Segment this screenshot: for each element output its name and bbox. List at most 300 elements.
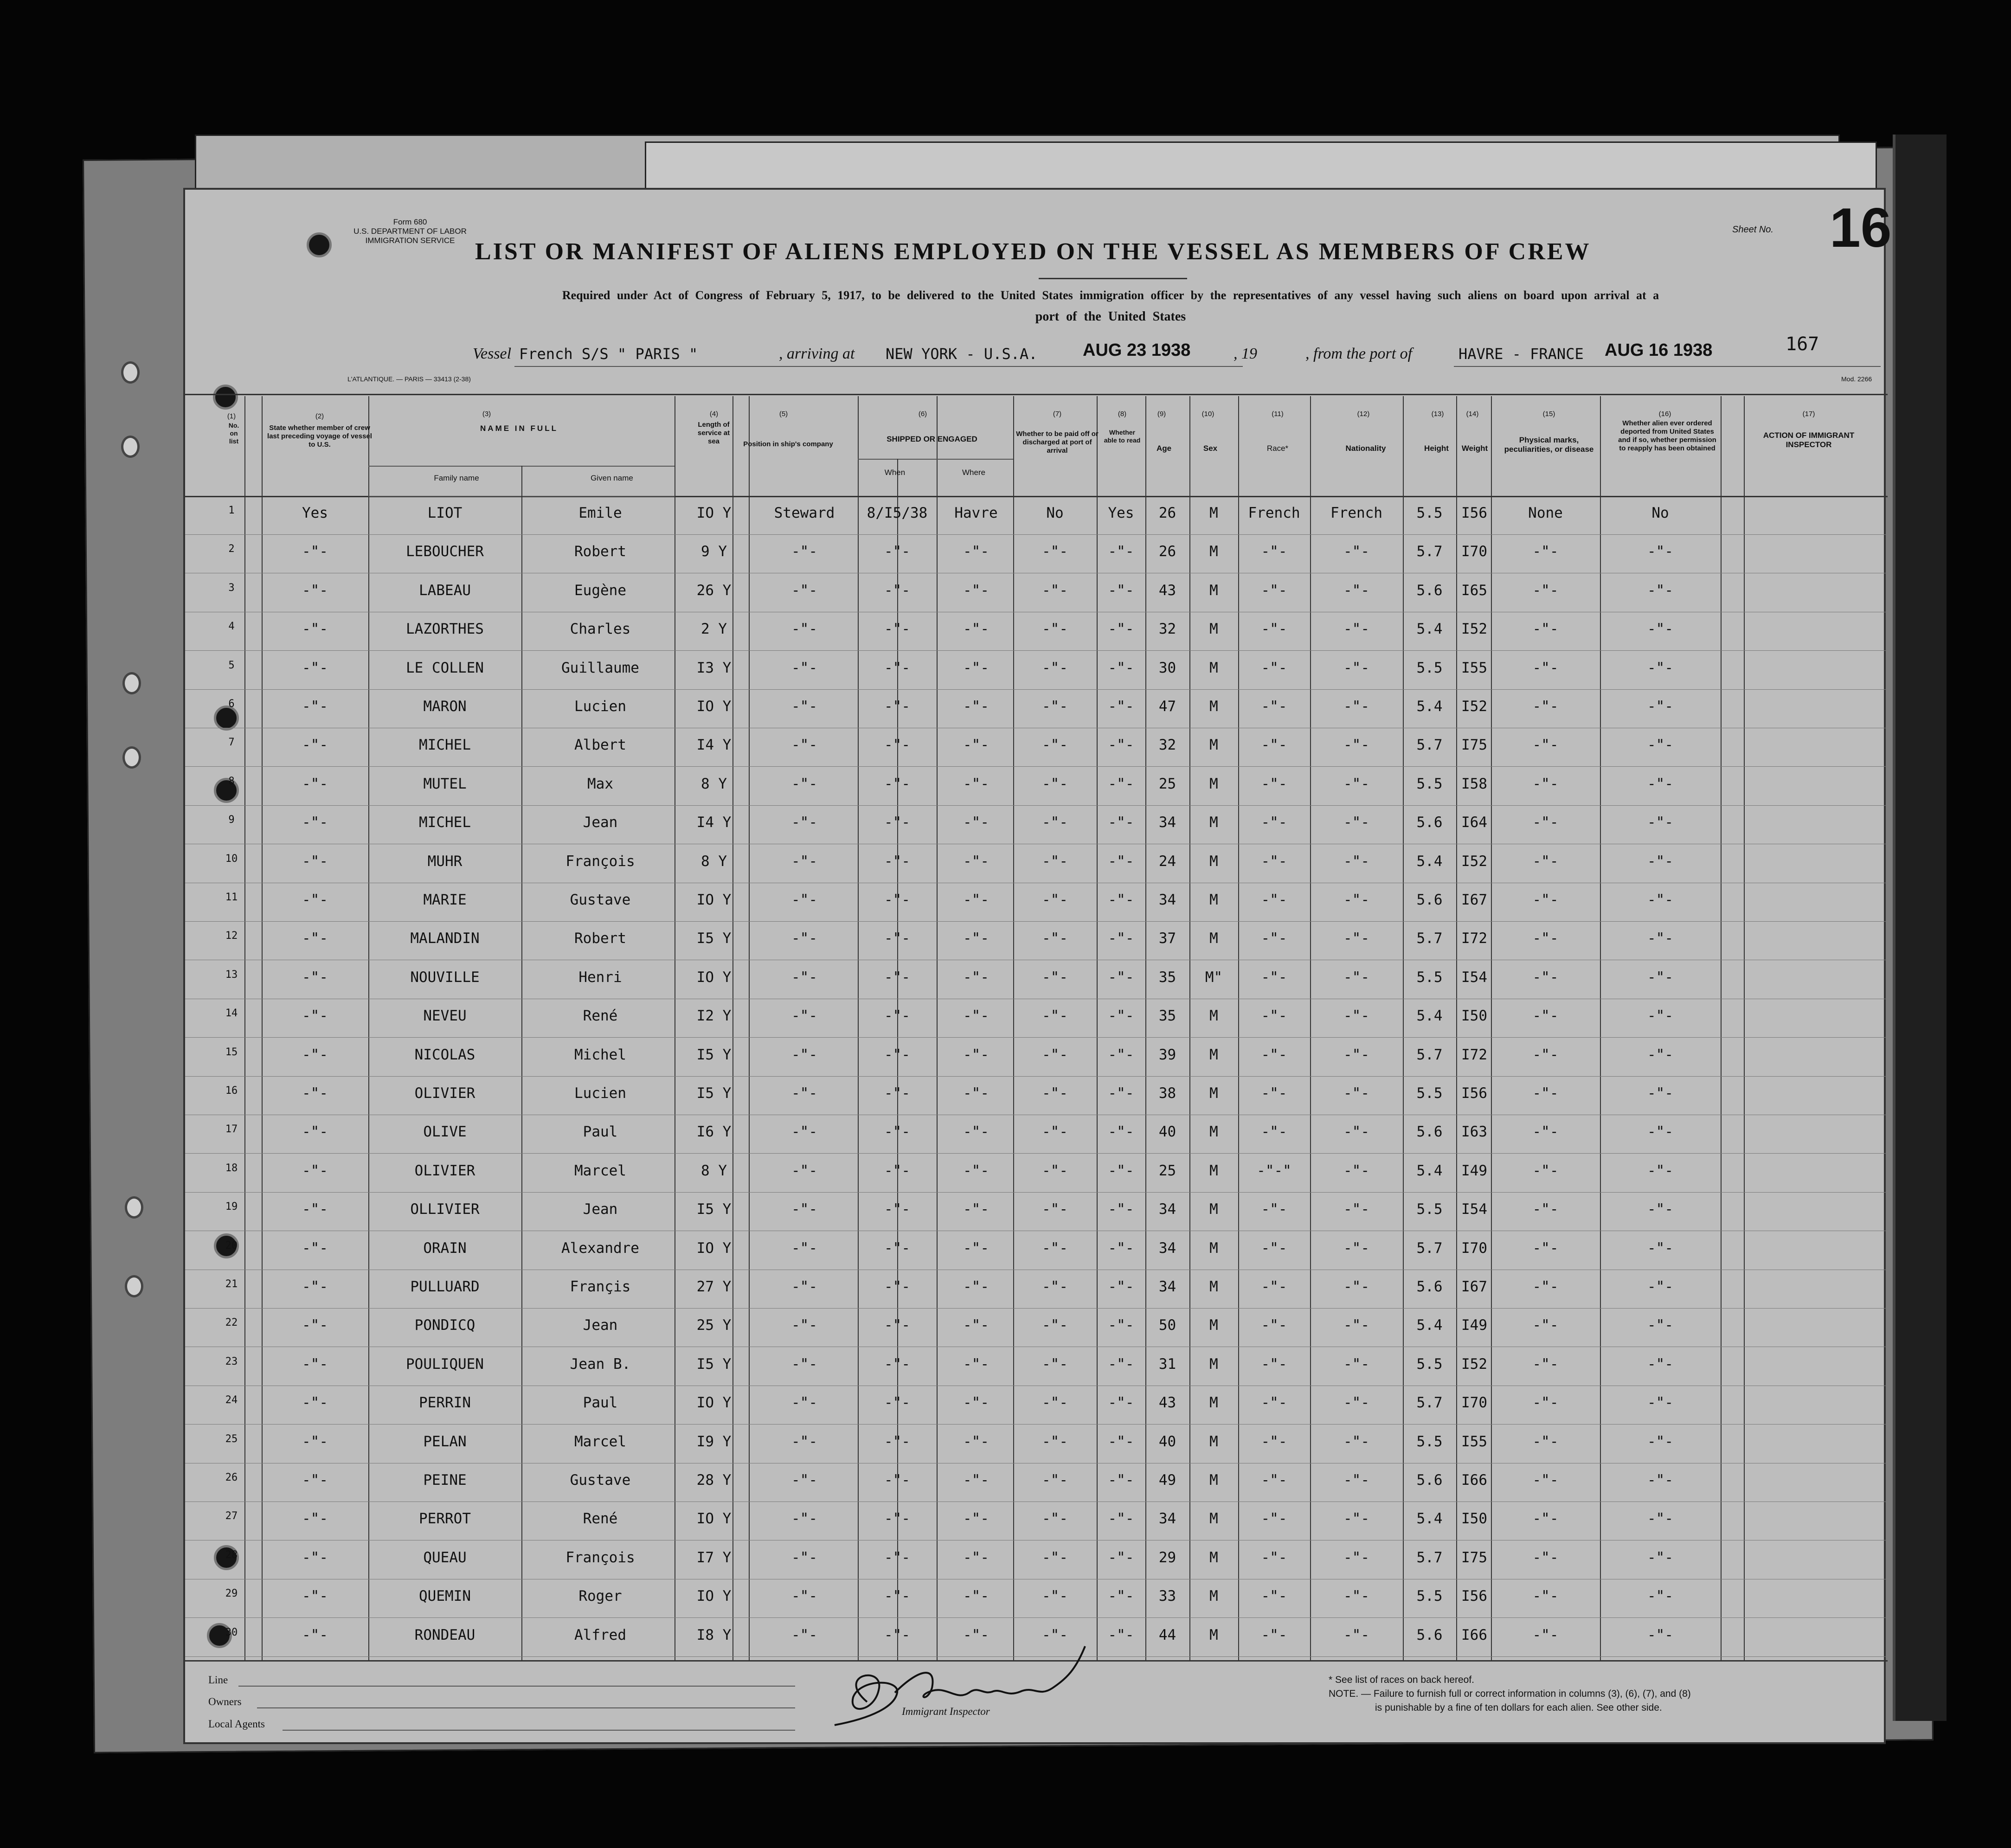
cell-where: -"- (963, 737, 989, 754)
cell-prev: -"- (302, 853, 328, 870)
cell-when: -"- (884, 1046, 910, 1063)
cell-read: -"- (1108, 814, 1134, 831)
cell-service: I6 Y (696, 1123, 732, 1141)
col-8-number: (8) (1118, 410, 1127, 418)
cell-given: Lucien (574, 698, 626, 715)
cell-position: -"- (791, 1162, 817, 1179)
cell-when: -"- (884, 1278, 910, 1295)
cell-race: -"- (1261, 1433, 1287, 1450)
cell-weight: I52 (1461, 698, 1487, 715)
col-header-no-on-list: No. on list (228, 422, 239, 445)
cell-race: -"- (1261, 969, 1287, 986)
cell-service: I8 Y (696, 1626, 732, 1643)
manifest-sheet (183, 188, 1892, 1744)
cell-sex: M (1209, 1549, 1218, 1566)
binder-edge (1893, 135, 1947, 1721)
col-header-age: Age (1156, 444, 1172, 453)
cell-age: 34 (1158, 1510, 1176, 1527)
cell-deported: -"- (1647, 1394, 1673, 1412)
cell-family: MARIE (423, 892, 467, 908)
cell-sex: M (1209, 1394, 1218, 1412)
cell-nat: -"- (1343, 1510, 1369, 1527)
cell-height: 5.7 (1416, 930, 1443, 947)
cell-family: PONDICQ (414, 1317, 475, 1334)
cell-service: 8 Y (701, 775, 727, 792)
cell-prev: -"- (302, 1588, 328, 1605)
cell-when: -"- (884, 1085, 910, 1102)
cell-height: 5.5 (1416, 1355, 1443, 1373)
table-top-rule (185, 394, 1888, 395)
cell-given: Henri (578, 969, 622, 986)
cell-read: -"- (1108, 1394, 1134, 1412)
cell-sex: M (1209, 1588, 1218, 1605)
cell-service: IO Y (696, 505, 732, 521)
cell-nat: -"- (1343, 775, 1369, 792)
cell-given: Alexandre (561, 1239, 639, 1257)
cell-family: MUTEL (423, 775, 467, 792)
cell-read: -"- (1108, 1278, 1134, 1295)
cell-height: 5.5 (1416, 969, 1443, 986)
cell-given: Paul (583, 1394, 618, 1412)
cell-family: PEINE (423, 1472, 467, 1489)
vessel-label: Vessel (473, 345, 512, 362)
cell-age: 35 (1158, 1007, 1176, 1025)
cell-family: PULLUARD (410, 1278, 480, 1295)
cell-where: -"- (963, 969, 989, 986)
cell-position: -"- (791, 1046, 817, 1063)
cell-height: 5.4 (1416, 1007, 1443, 1025)
cell-weight: I67 (1461, 892, 1487, 908)
cell-prev: -"- (302, 1085, 328, 1102)
cell-paid: -"- (1042, 698, 1068, 715)
cell-age: 25 (1158, 775, 1176, 792)
cell-position: -"- (791, 1394, 817, 1412)
cell-when: -"- (884, 1588, 910, 1605)
cell-age: 43 (1158, 1394, 1176, 1412)
year-label: , 19 (1234, 345, 1257, 362)
table-row (185, 847, 1888, 883)
cell-height: 5.4 (1416, 1510, 1443, 1527)
cell-marks: -"- (1532, 1123, 1559, 1141)
col-header-service: Length of service at sea (697, 421, 730, 445)
cell-height: 5.6 (1416, 814, 1443, 831)
cell-when: -"- (884, 1472, 910, 1489)
cell-family: OLIVIER (414, 1162, 475, 1179)
cell-age: 39 (1158, 1046, 1176, 1063)
cell-marks: -"- (1532, 1472, 1559, 1489)
cell-given: Marcel (574, 1162, 626, 1179)
cell-nat: -"- (1343, 737, 1369, 754)
cell-read: -"- (1108, 621, 1134, 638)
cell-sex: M (1209, 543, 1218, 560)
cell-race: -"- (1261, 582, 1287, 599)
mod-number: Mod. 2266 (1841, 375, 1872, 383)
cell-read: -"- (1108, 582, 1134, 599)
cell-marks: -"- (1532, 698, 1559, 715)
cell-family: QUEMIN (419, 1588, 471, 1605)
cell-marks: None (1528, 505, 1563, 521)
cell-given: Paul (583, 1123, 618, 1141)
cell-position: -"- (791, 698, 817, 715)
cell-sex: M (1209, 1239, 1218, 1257)
cell-position: -"- (791, 814, 817, 831)
cell-age: 40 (1158, 1123, 1176, 1141)
cell-deported: -"- (1647, 1317, 1673, 1334)
cell-prev: -"- (302, 1510, 328, 1527)
cell-no: 7 (228, 737, 235, 749)
cell-race: -"- (1261, 853, 1287, 870)
cell-family: NICOLAS (414, 1046, 475, 1063)
cell-nat: -"- (1343, 814, 1369, 831)
cell-paid: -"- (1042, 969, 1068, 986)
row-rule (185, 650, 1888, 651)
cell-where: Havre (954, 505, 998, 521)
cell-marks: -"- (1532, 1549, 1559, 1566)
cell-family: LIOT (427, 505, 463, 521)
cell-when: -"- (884, 930, 910, 947)
cell-family: MARON (423, 698, 467, 715)
cell-age: 47 (1158, 698, 1176, 715)
cell-age: 34 (1158, 1278, 1176, 1295)
cell-prev: -"- (302, 775, 328, 792)
col-13-number: (13) (1431, 410, 1444, 418)
cell-family: PELAN (423, 1433, 467, 1450)
cell-no: 15 (225, 1046, 238, 1058)
subtitle (343, 285, 1878, 327)
cell-position: -"- (791, 659, 817, 676)
cell-where: -"- (963, 1239, 989, 1257)
ring-hole (122, 672, 141, 694)
cell-prev: -"- (302, 543, 328, 560)
cell-when: -"- (884, 1162, 910, 1179)
cell-given: Emile (578, 505, 622, 521)
fill-rule (238, 1686, 795, 1687)
cell-deported: -"- (1647, 1162, 1673, 1179)
cell-where: -"- (963, 1433, 989, 1450)
cell-race: -"- (1261, 775, 1287, 792)
cell-race: -"- (1261, 814, 1287, 831)
cell-paid: -"- (1042, 1278, 1068, 1295)
cell-deported: -"- (1647, 1588, 1673, 1605)
cell-deported: -"- (1647, 1239, 1673, 1257)
ring-hole (122, 746, 141, 769)
cell-where: -"- (963, 1046, 989, 1063)
cell-deported: -"- (1647, 737, 1673, 754)
cell-nat: -"- (1343, 582, 1369, 599)
cell-read: -"- (1108, 1433, 1134, 1450)
cell-nat: -"- (1343, 1472, 1369, 1489)
cell-family: LABEAU (419, 582, 471, 599)
cell-race: -"- (1261, 1278, 1287, 1295)
cell-weight: I52 (1461, 621, 1487, 638)
cell-prev: Yes (302, 505, 328, 521)
cell-nat: -"- (1343, 1394, 1369, 1412)
cell-when: -"- (884, 582, 910, 599)
col-6-number: (6) (918, 410, 927, 418)
cell-marks: -"- (1532, 659, 1559, 676)
cell-nat: -"- (1343, 1588, 1369, 1605)
cell-no: 13 (225, 969, 238, 981)
cell-race: -"- (1261, 1549, 1287, 1566)
cell-position: -"- (791, 621, 817, 638)
cell-weight: I75 (1461, 1549, 1487, 1566)
cell-paid: -"- (1042, 930, 1068, 947)
cell-when: -"- (884, 1355, 910, 1373)
table-row (185, 1233, 1888, 1270)
cell-where: -"- (963, 1123, 989, 1141)
row-rule (185, 1037, 1888, 1038)
col-header-name: NAME IN FULL (480, 424, 558, 433)
cell-prev: -"- (302, 1472, 328, 1489)
cell-given: Alfred (574, 1626, 626, 1643)
cell-when: -"- (884, 659, 910, 676)
cell-weight: I63 (1461, 1123, 1487, 1141)
table-row (185, 614, 1888, 651)
cell-nat: -"- (1343, 1046, 1369, 1063)
cell-prev: -"- (302, 1626, 328, 1643)
cell-paid: -"- (1042, 1355, 1068, 1373)
cell-prev: -"- (302, 1394, 328, 1412)
printer-line: L'ATLANTIQUE. — PARIS — 33413 (2-38) (347, 375, 471, 383)
cell-prev: -"- (302, 698, 328, 715)
cell-no: 12 (225, 930, 238, 942)
cell-given: François (565, 853, 635, 870)
cell-position: -"- (791, 1239, 817, 1257)
col-header-prev-voyage: State whether member of crew last preceding voyage of vessel to U.S. (267, 424, 372, 449)
cell-marks: -"- (1532, 814, 1559, 831)
cell-where: -"- (963, 1355, 989, 1373)
cell-no: 14 (225, 1007, 238, 1020)
cell-nat: -"- (1343, 1626, 1369, 1643)
cell-where: -"- (963, 582, 989, 599)
cell-marks: -"- (1532, 930, 1559, 947)
cell-position: -"- (791, 1085, 817, 1102)
cell-paid: -"- (1042, 853, 1068, 870)
cell-height: 5.6 (1416, 892, 1443, 908)
cell-service: I5 Y (696, 930, 732, 947)
cell-race: -"- (1261, 1626, 1287, 1643)
cell-when: -"- (884, 698, 910, 715)
cell-height: 5.6 (1416, 1123, 1443, 1141)
cell-marks: -"- (1532, 892, 1559, 908)
from-port: HAVRE - FRANCE (1458, 345, 1584, 363)
col-9-number: (9) (1157, 410, 1166, 418)
cell-read: -"- (1108, 1472, 1134, 1489)
cell-sex: M (1209, 1317, 1218, 1334)
cell-age: 37 (1158, 930, 1176, 947)
cell-where: -"- (963, 1394, 989, 1412)
cell-when: -"- (884, 1317, 910, 1334)
cell-position: -"- (791, 1201, 817, 1218)
cell-where: -"- (963, 698, 989, 715)
cell-read: -"- (1108, 1588, 1134, 1605)
cell-deported: -"- (1647, 969, 1673, 986)
cell-race: -"- (1261, 543, 1287, 560)
cell-where: -"- (963, 543, 989, 560)
cell-read: Yes (1108, 505, 1134, 521)
cell-given: Eugène (574, 582, 626, 599)
cell-paid: -"- (1042, 1472, 1068, 1489)
cell-read: -"- (1108, 737, 1134, 754)
cell-where: -"- (963, 1588, 989, 1605)
cell-when: -"- (884, 969, 910, 986)
cell-read: -"- (1108, 1046, 1134, 1063)
row-rule (185, 1153, 1888, 1154)
cell-where: -"- (963, 1626, 989, 1643)
cell-service: I5 Y (696, 1085, 732, 1102)
fill-rule (257, 1707, 795, 1708)
cell-nat: -"- (1343, 1355, 1369, 1373)
cell-position: -"- (791, 775, 817, 792)
cell-marks: -"- (1532, 1007, 1559, 1025)
cell-no: 16 (225, 1085, 238, 1097)
cell-paid: -"- (1042, 775, 1068, 792)
cell-nat: -"- (1343, 543, 1369, 560)
cell-race: -"- (1261, 1046, 1287, 1063)
cell-nat: -"- (1343, 853, 1369, 870)
cell-sex: M (1209, 1355, 1218, 1373)
cell-prev: -"- (302, 1433, 328, 1450)
cell-no: 26 (225, 1472, 238, 1483)
col-10-number: (10) (1201, 410, 1214, 418)
arrival-date-stamp: AUG 23 1938 (1083, 340, 1191, 360)
cell-service: IO Y (696, 1239, 732, 1257)
cell-weight: I66 (1461, 1472, 1487, 1489)
cell-weight: I67 (1461, 1278, 1487, 1295)
cell-height: 5.7 (1416, 1046, 1443, 1063)
cell-nat: -"- (1343, 930, 1369, 947)
cell-no: 11 (225, 892, 238, 903)
cell-no: 6 (228, 698, 235, 710)
cell-paid: -"- (1042, 1085, 1068, 1102)
cell-nat: -"- (1343, 1239, 1369, 1257)
cell-age: 40 (1158, 1433, 1176, 1450)
cell-marks: -"- (1532, 543, 1559, 560)
cell-marks: -"- (1532, 1201, 1559, 1218)
cell-prev: -"- (302, 892, 328, 908)
cell-given: Jean (583, 1201, 618, 1218)
cell-given: Gustave (570, 1472, 631, 1489)
col-header-read: Whether able to read (1104, 429, 1141, 444)
cell-read: -"- (1108, 853, 1134, 870)
cell-prev: -"- (302, 1007, 328, 1025)
cell-position: -"- (791, 853, 817, 870)
cell-given: Jean (583, 1317, 618, 1334)
cell-when: -"- (884, 621, 910, 638)
ring-hole (121, 361, 140, 384)
cell-age: 38 (1158, 1085, 1176, 1102)
cell-deported: -"- (1647, 582, 1673, 599)
cell-height: 5.5 (1416, 1201, 1443, 1218)
cell-service: I5 Y (696, 1046, 732, 1063)
col-header-race: Race* (1266, 444, 1289, 453)
cell-nat: -"- (1343, 1433, 1369, 1450)
row-rule (185, 1192, 1888, 1193)
cell-weight: I64 (1461, 814, 1487, 831)
cell-where: -"- (963, 775, 989, 792)
table-row (185, 962, 1888, 999)
fill-rule (881, 366, 1243, 367)
cell-where: -"- (963, 853, 989, 870)
cell-race: -"- (1261, 1355, 1287, 1373)
table-row (185, 498, 1888, 535)
cell-paid: -"- (1042, 1549, 1068, 1566)
cell-prev: -"- (302, 621, 328, 638)
col-header-inspector-action: ACTION OF IMMIGRANT INSPECTOR (1763, 431, 1855, 449)
cell-position: -"- (791, 1626, 817, 1643)
cell-height: 5.4 (1416, 621, 1443, 638)
cell-service: I4 Y (696, 814, 732, 831)
cell-read: -"- (1108, 698, 1134, 715)
cell-deported: -"- (1647, 1123, 1673, 1141)
cell-weight: I70 (1461, 543, 1487, 560)
cell-read: -"- (1108, 1201, 1134, 1218)
cell-height: 5.7 (1416, 1394, 1443, 1412)
cell-sex: M (1209, 1433, 1218, 1450)
row-rule (185, 805, 1888, 806)
col-header-position: Position in ship's company (743, 440, 833, 448)
cell-no: 9 (228, 814, 235, 826)
cell-read: -"- (1108, 969, 1134, 986)
cell-deported: -"- (1647, 1626, 1673, 1643)
cell-read: -"- (1108, 930, 1134, 947)
cell-race: -"- (1261, 892, 1287, 908)
cell-marks: -"- (1532, 737, 1559, 754)
cell-age: 32 (1158, 621, 1176, 638)
cell-height: 5.5 (1416, 775, 1443, 792)
cell-sex: M (1209, 582, 1218, 599)
cell-where: -"- (963, 892, 989, 908)
cell-race: -"- (1261, 737, 1287, 754)
col-header-where: Where (962, 468, 986, 477)
cell-when: -"- (884, 853, 910, 870)
cell-marks: -"- (1532, 853, 1559, 870)
cell-race: -"- (1261, 1085, 1287, 1102)
col-12-number: (12) (1357, 410, 1370, 418)
row-rule (185, 1617, 1888, 1618)
inspector-label: Immigrant Inspector (902, 1706, 990, 1717)
cell-given: Gustave (570, 892, 631, 908)
cell-position: -"- (791, 737, 817, 754)
row-rule (185, 1308, 1888, 1309)
cell-race: -"- (1261, 1588, 1287, 1605)
cell-no: 22 (225, 1317, 238, 1329)
fill-rule (1454, 366, 1881, 367)
col-15-number: (15) (1542, 410, 1555, 418)
cell-sex: M (1209, 1626, 1218, 1643)
cell-where: -"- (963, 930, 989, 947)
form-identifier (334, 218, 487, 245)
subtitle-line-1: Required under Act of Congress of February 5, 1917, to be delivered to the United States immigration officer by the representatives of any vessel having such aliens on board upon arrival at a (562, 289, 1659, 302)
cell-position: -"- (791, 543, 817, 560)
cell-paid: -"- (1042, 1162, 1068, 1179)
col-header-shipped: SHIPPED OR ENGAGED (887, 435, 977, 443)
cell-nat: -"- (1343, 1007, 1369, 1025)
cell-sex: M (1209, 1510, 1218, 1527)
form-number: Form 680 (393, 218, 427, 226)
col-7-number: (7) (1053, 410, 1062, 418)
cell-family: MALANDIN (410, 930, 480, 947)
cell-when: 8/I5/38 (867, 505, 928, 521)
cell-weight: I52 (1461, 1355, 1487, 1373)
cell-height: 5.5 (1416, 659, 1443, 676)
cell-paid: -"- (1042, 892, 1068, 908)
sheet-number: 16 (1830, 197, 1892, 259)
cell-paid: -"- (1042, 1046, 1068, 1063)
cell-family: NEVEU (423, 1007, 467, 1025)
cell-no: 19 (225, 1201, 238, 1213)
cell-when: -"- (884, 737, 910, 754)
